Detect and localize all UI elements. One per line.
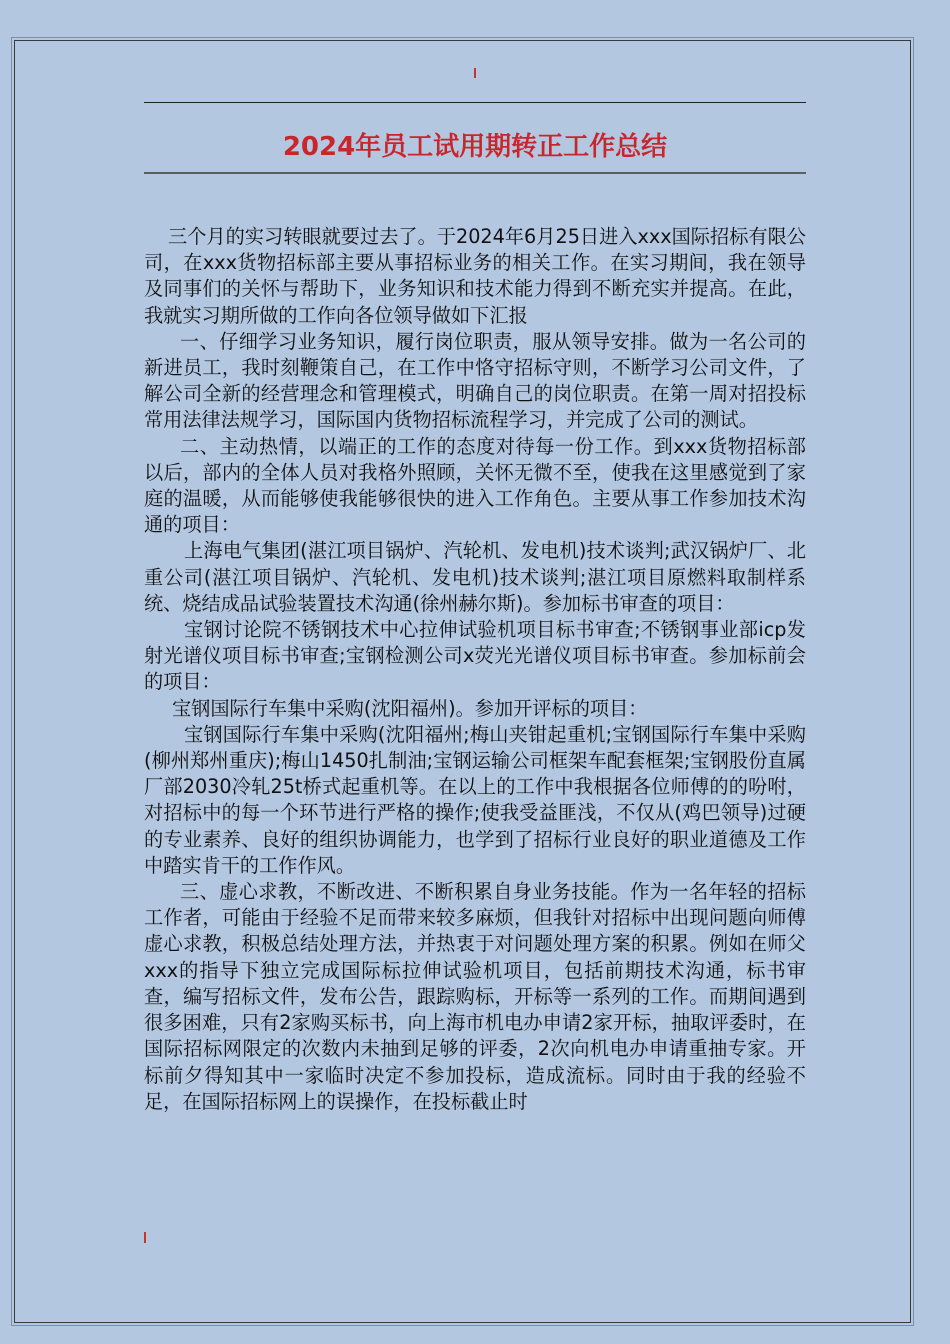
document-title: 2024年员工试用期转正工作总结: [282, 132, 668, 162]
paragraph-prebid-projects: 宝钢国际行车集中采购(沈阳福州)。参加开评标的项目：: [172, 696, 648, 720]
paragraph-section-1: 一、仔细学习业务知识，履行岗位职责，服从领导安排。做为一名公司的新进员工，我时刻鞭策自己，在工作中恪守招标守则，不断学习公司文件，了解公司全新的经营理念和管理模式，明确自己的岗位职责。在第一周对招投标常用法律法规学习，国际国内货物招标流程学习，并完成了公司的测试。: [144, 329, 806, 432]
paragraph-intro: 三个月的实习转眼就要过去了。于2024年6月25日进入xxx国际招标有限公司，在xxx货物招标部主要从事招标业务的相关工作。在实习期间，我在领导及同事们的关怀与帮助下，业务知识和技术能力得到不断充实并提高。在此，我就实习期所做的工作向各位领导做如下汇报: [144, 225, 806, 327]
footer-cursor-mark: [144, 1232, 146, 1243]
paragraph-review-projects: 宝钢讨论院不锈钢技术中心拉伸试验机项目标书审查;不锈钢事业部icp发射光谱仪项目标书审查;宝钢检测公司x荧光光谱仪项目标书审查。参加标前会的项目：: [144, 618, 806, 694]
paragraph-tech-projects: 上海电气集团(湛江项目锅炉、汽轮机、发电机)技术谈判;武汉锅炉厂、北重公司(湛江项目锅炉、汽轮机、发电机)技术谈判;湛江项目原燃料取制样系统、烧结成品试验装置技术沟通(徐州赫尔斯)。参加标书审查的项目：: [144, 539, 806, 615]
header-cursor-mark: [474, 68, 476, 78]
title-underline: [144, 172, 806, 174]
paragraph-bid-opening-projects: 宝钢国际行车集中采购(沈阳福州;梅山夹钳起重机;宝钢国际行车集中采购(柳州郑州重庆);梅山1450扎制油;宝钢运输公司框架车配套框架;宝钢股份直属厂部2030冷轧25t桥式起重机等。在以上的工作中我根据各位师傅的的吩咐，对招标中的每一个环节进行严格的操作;使我受益匪浅，不仅从(鸡巴领导)过硬的专业素养、良好的组织协调能力，也学到了招标行业良好的职业道德及工作中踏实肯干的工作作风。: [144, 722, 806, 877]
paragraph-section-3: 三、虚心求教，不断改进、不断积累自身业务技能。作为一名年轻的招标工作者，可能由于经验不足而带来较多麻烦，但我针对招标中出现问题向师傅虚心求教，积极总结处理方法，并热衷于对问题处理方案的积累。例如在师父xxx的指导下独立完成国际标拉伸试验机项目，包括前期技术沟通，标书审查，编写招标文件，发布公告，跟踪购标，开标等一系列的工作。而期间遇到很多困难，只有2家购买标书，向上海市机电办申请2家开标，抽取评委时，在国际招标网限定的次数内未抽到足够的评委，2次向机电办申请重抽专家。开标前夕得知其中一家临时决定不参加投标，造成流标。同时由于我的经验不足，在国际招标网上的误操作，在投标截止时: [144, 880, 806, 1113]
document-body: [144, 224, 806, 1115]
paragraph-section-2: 二、主动热情，以端正的工作的态度对待每一份工作。到xxx货物招标部以后，部内的全体人员对我格外照顾，关怀无微不至，使我在这里感觉到了家庭的温暖，从而能够使我能够很快的进入工作角色。主要从事工作参加技术沟通的项目：: [144, 434, 806, 537]
header-rule: [144, 102, 806, 103]
